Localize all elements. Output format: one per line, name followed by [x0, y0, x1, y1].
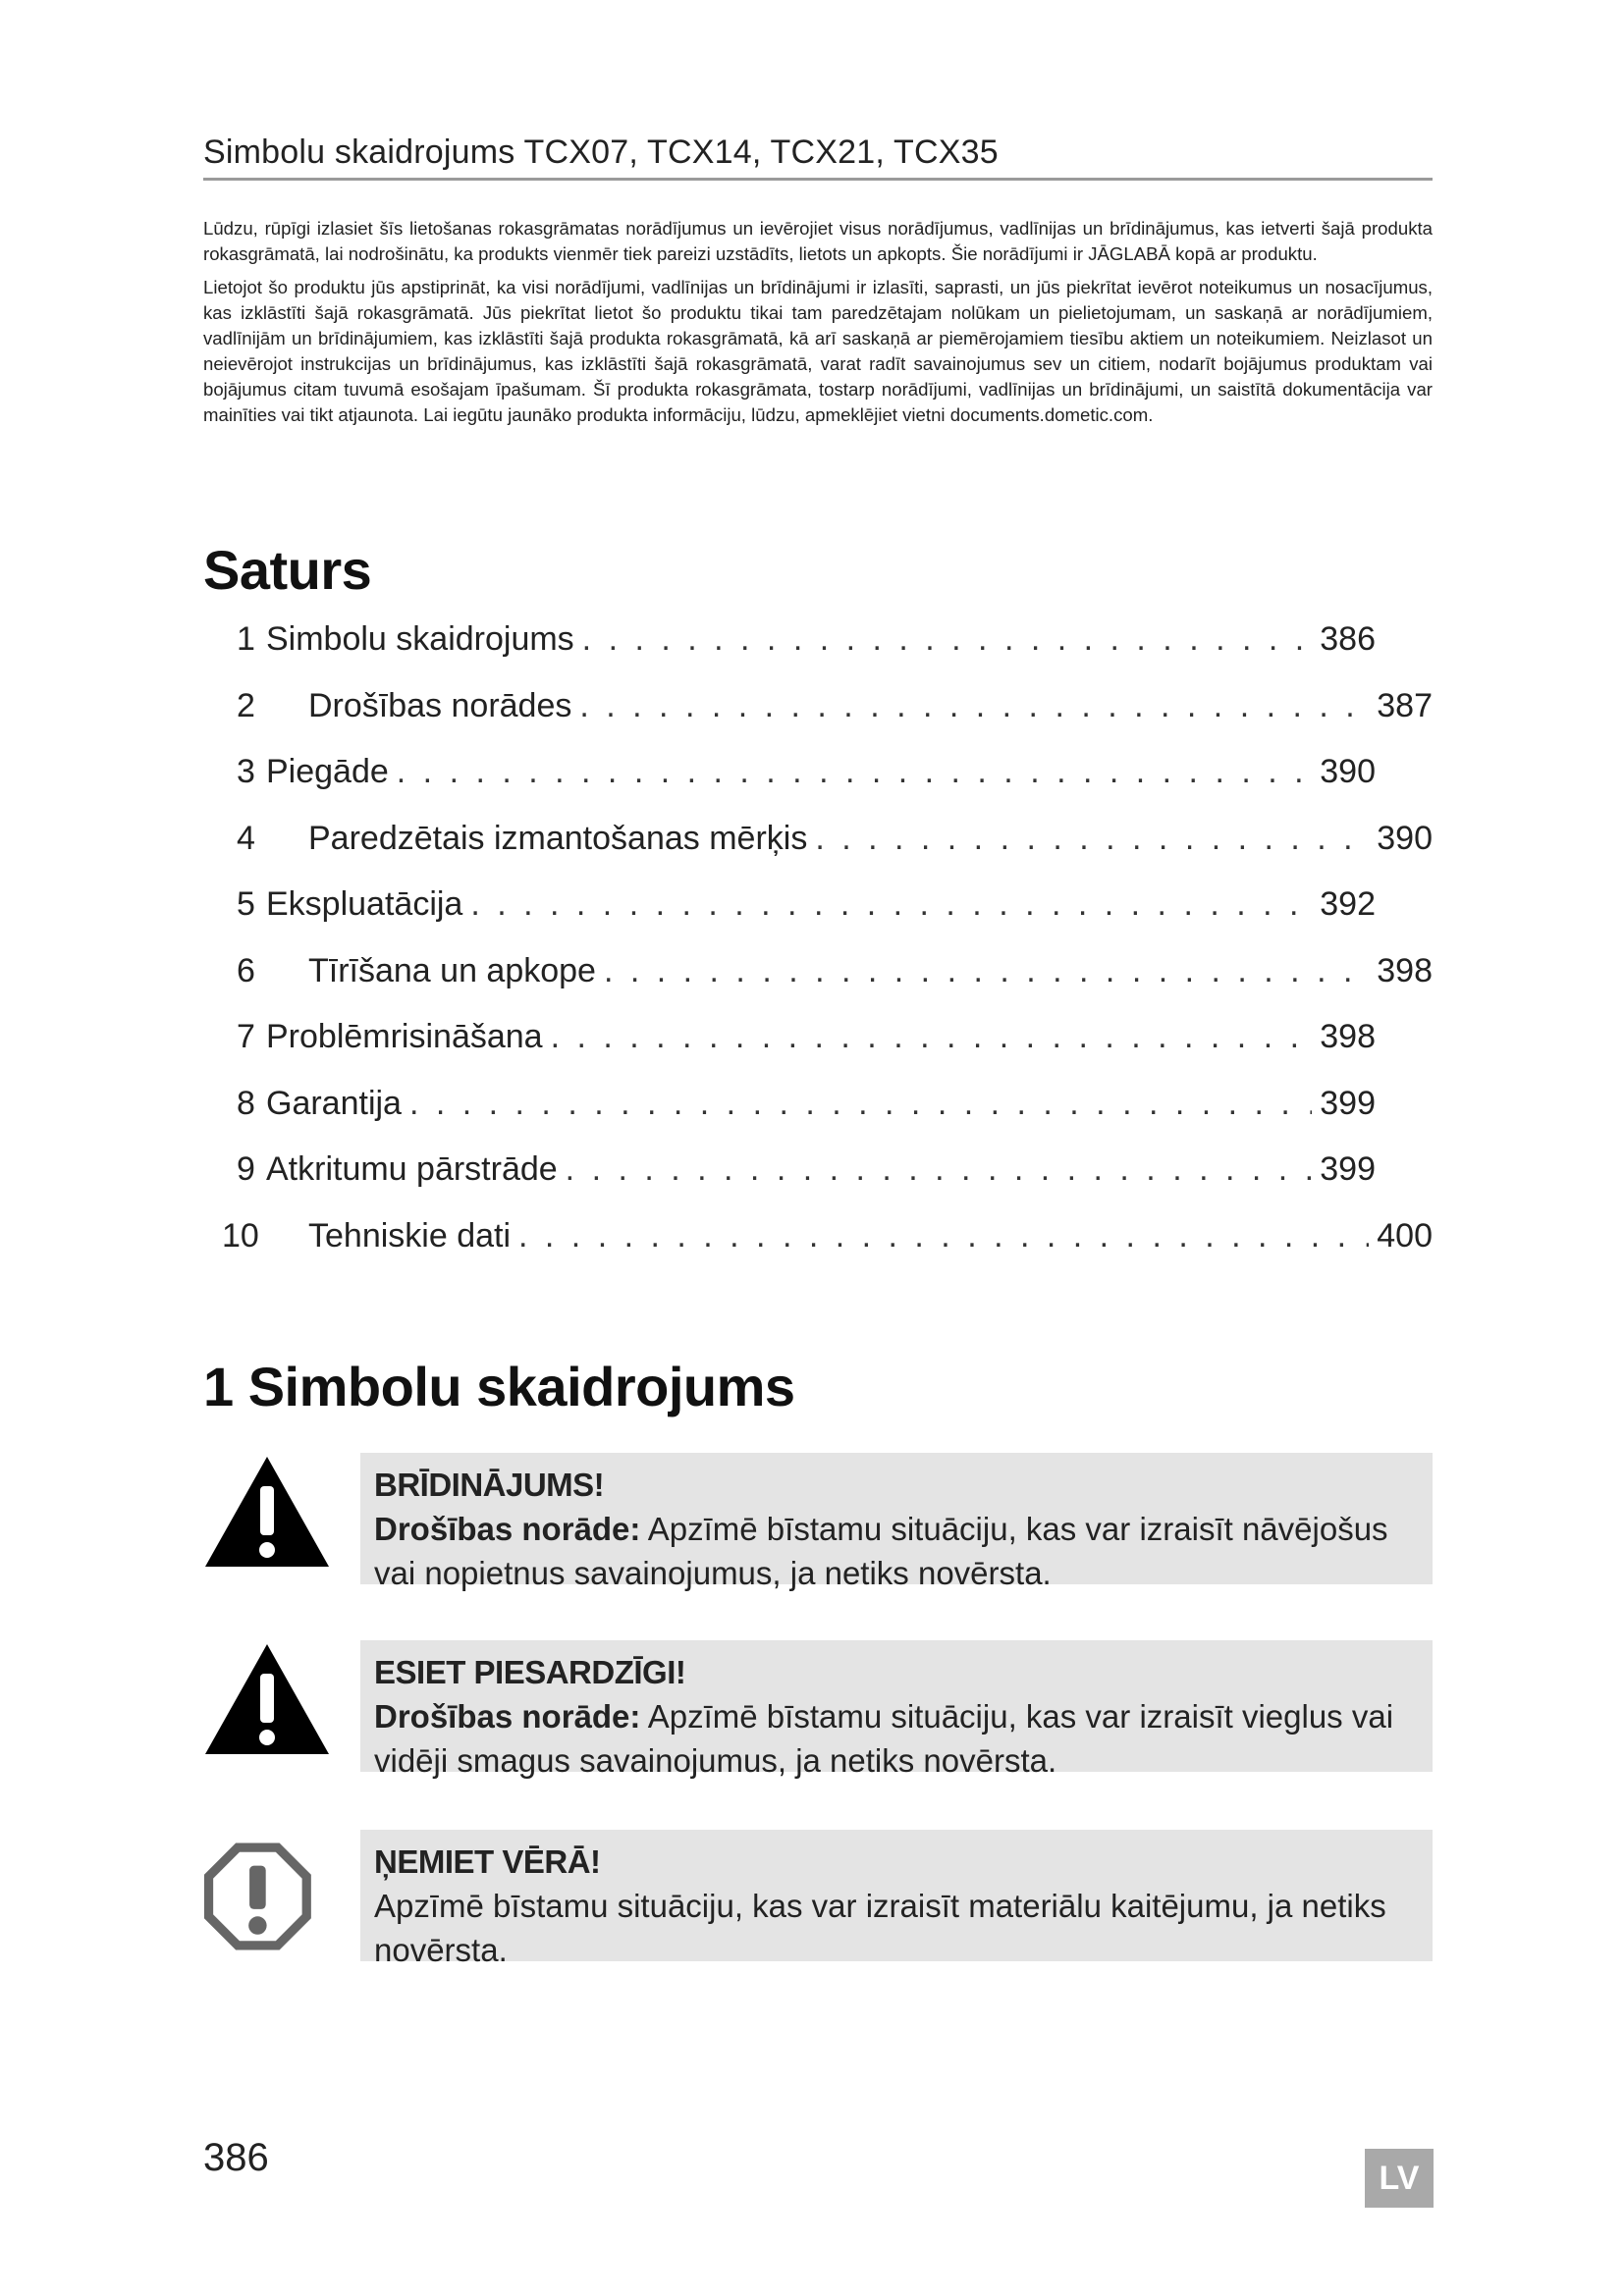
- running-head: Simbolu skaidrojums TCX07, TCX14, TCX21, TCX35: [203, 133, 1433, 181]
- toc-entry-page: 390: [1320, 753, 1376, 790]
- toc-entry-number: 9: [237, 1150, 255, 1188]
- toc-entry-page: 398: [1320, 1018, 1376, 1055]
- warning-triangle-icon: [203, 1453, 331, 1571]
- toc-leader-dots: [409, 1085, 1312, 1123]
- caution-triangle-icon: [203, 1640, 331, 1758]
- toc-entry-label: Problēmrisināšana: [266, 1018, 543, 1055]
- caution-lead: Drošības norāde:: [374, 1698, 641, 1735]
- language-tab: LV: [1365, 2149, 1434, 2208]
- table-of-contents: [203, 620, 1433, 1283]
- toc-entry[interactable]: [203, 687, 1433, 754]
- toc-entry-number: 5: [237, 885, 255, 923]
- caution-box: [360, 1640, 1433, 1779]
- notice-octagon-icon: [203, 1838, 321, 1955]
- toc-leader-dots: [397, 753, 1312, 791]
- toc-entry[interactable]: [203, 620, 1433, 687]
- warning-heading: BRĪDINĀJUMS!: [374, 1467, 605, 1503]
- toc-leader-dots: [518, 1217, 1369, 1255]
- toc-leader-dots: [470, 885, 1312, 924]
- caution-text: Apzīmē bīstamu situāciju, kas var izraisīt vieglus vai vidēji smagus savainojumus, ja netiks novērsta.: [374, 1698, 1394, 1779]
- toc-entry[interactable]: [203, 1018, 1433, 1085]
- toc-entry-page: 386: [1320, 620, 1376, 658]
- toc-entry-label: Tehniskie dati: [308, 1216, 512, 1255]
- toc-entry-page: 399: [1320, 1150, 1376, 1188]
- toc-entry-page: 398: [1377, 951, 1433, 989]
- intro-text: [203, 216, 1433, 436]
- toc-leader-dots: [604, 952, 1369, 990]
- toc-entry-label: Atkritumu pārstrāde: [266, 1150, 558, 1188]
- intro-paragraph-2: Lietojot šo produktu jūs apstiprināt, ka visi norādījumi, vadlīnijas un brīdinājumi ir izlasīti, saprasti, un jūs piekrītat ievērot noteikumus un nosacījumus, kas izklāstīti šajā rokasgrāmatā. Jūs piekrītat lietot šo produktu tikai tam paredzētajam nolūkam un pielietojumam, un saskaņā ar norādījumiem, vadlīnijām un brīdinājumiem, kas izklāstīti šajā produkta rokasgrāmatā, kā arī saskaņā ar piemērojamiem tiesību aktiem un noteikumiem. Neizlasot un neievērojot instrukcijas un brīdinājumus, kas izklāstīti šajā rokasgrāmatā, varat radīt savainojumus sev un citiem, nodarīt bojājumus produktam vai bojājumus citam tuvumā esošajam īpašumam. Šī produkta rokasgrāmata, tostarp norādījumi, vadlīnijas un brīdinājumi, un saistītā dokumentācija var mainīties vai tikt atjaunota. Lai iegūtu jaunāko produkta informāciju, lūdzu, apmeklējiet vietni documents.dometic.com.: [203, 277, 1433, 425]
- notice-text: Apzīmē bīstamu situāciju, kas var izraisīt materiālu kaitējumu, ja netiks novērsta.: [374, 1888, 1386, 1968]
- toc-entry-number: 7: [237, 1018, 255, 1055]
- toc-entry[interactable]: [203, 952, 1433, 1019]
- warning-text: Apzīmē bīstamu situāciju, kas var izraisīt nāvējošus vai nopietnus savainojumus, ja netiks novērsta.: [374, 1511, 1388, 1591]
- toc-leader-dots: [815, 820, 1369, 858]
- toc-entry-number: 6: [237, 951, 255, 989]
- toc-entry-label: Paredzētais izmantošanas mērķis: [308, 819, 808, 857]
- caution-heading: ESIET PIESARDZĪGI!: [374, 1654, 686, 1690]
- toc-entry-label: Ekspluatācija: [266, 885, 463, 923]
- toc-entry[interactable]: [203, 1150, 1433, 1217]
- toc-leader-dots: [551, 1018, 1313, 1056]
- toc-leader-dots: [582, 620, 1313, 659]
- toc-entry[interactable]: [203, 820, 1433, 886]
- toc-entry-page: 392: [1320, 885, 1376, 923]
- toc-entry-number: 1: [237, 620, 255, 658]
- toc-entry-number: 2: [237, 686, 255, 724]
- toc-leader-dots: [579, 687, 1369, 725]
- toc-entry-label: Simbolu skaidrojums: [266, 620, 574, 658]
- toc-entry-number: 4: [237, 819, 255, 857]
- warning-lead: Drošības norāde:: [374, 1511, 641, 1547]
- toc-entry-number: 8: [237, 1084, 255, 1122]
- toc-entry-label: Piegāde: [266, 753, 389, 790]
- toc-entry-page: 390: [1377, 819, 1433, 857]
- section-1-title: 1 Simbolu skaidrojums: [203, 1356, 795, 1417]
- toc-entry-label: Garantija: [266, 1084, 402, 1122]
- toc-entry-page: 400: [1377, 1216, 1433, 1255]
- intro-paragraph-1: Lūdzu, rūpīgi izlasiet šīs lietošanas rokasgrāmatas norādījumus un ievērojiet visus norādījumus, vadlīnijas un brīdinājumus, kas ietverti šajā produkta rokasgrāmatā, lai nodrošinātu, ka produkts vienmēr tiek pareizi uzstādīts, lietots un apkopts. Šie norādījumi ir JĀGLABĀ kopā ar produktu.: [203, 218, 1433, 264]
- toc-entry-label: Drošības norādes: [308, 686, 572, 724]
- toc-entry[interactable]: [203, 1217, 1433, 1284]
- toc-entry-label: Tīrīšana un apkope: [308, 951, 596, 989]
- toc-title: Saturs: [203, 539, 372, 601]
- toc-entry-number: 3: [237, 753, 255, 790]
- notice-heading: ŅEMIET VĒRĀ!: [374, 1843, 601, 1880]
- toc-leader-dots: [566, 1150, 1313, 1189]
- toc-entry-page: 399: [1320, 1084, 1376, 1122]
- page-number: 386: [203, 2136, 269, 2179]
- notice-box: [360, 1830, 1433, 1968]
- toc-entry[interactable]: [203, 885, 1433, 952]
- toc-entry[interactable]: [203, 753, 1433, 820]
- toc-entry-page: 387: [1377, 686, 1433, 724]
- toc-entry[interactable]: [203, 1085, 1433, 1151]
- toc-entry-number: 10: [222, 1216, 259, 1255]
- warning-box: [360, 1453, 1433, 1591]
